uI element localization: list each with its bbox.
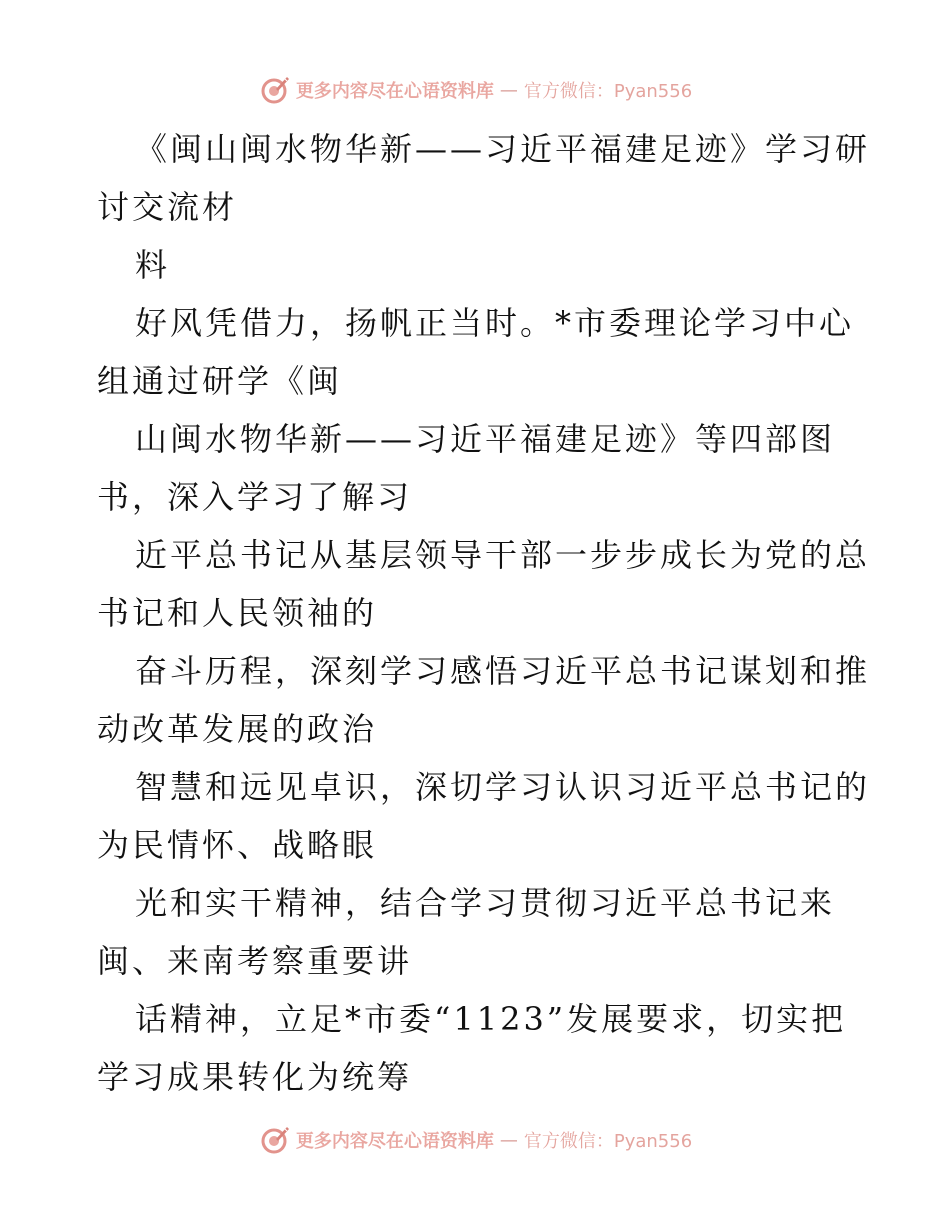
text-line: 料 [135,246,171,284]
text-line: 话精神，立足*市委“1123”发展要求，切实把 [135,1000,847,1038]
watermark-separator: — [499,1129,518,1151]
watermark-brand-text: 更多内容尽在心语资料库 [295,81,494,102]
watermark-contact-text: 官方微信：Pyan556 [523,1131,693,1152]
header-watermark [0,70,950,110]
text-line: 学习成果转化为统筹 [97,1058,413,1096]
text-line: 书，深入学习了解习 [97,478,413,516]
pen-logo-icon [258,1124,290,1156]
text-line: 《闽山闽水物华新——习近平福建足迹》学习研 [135,130,871,168]
text-line: 近平总书记从基层领导干部一步步成长为党的总 [135,536,871,574]
text-line: 闽、来南考察重要讲 [97,942,413,980]
text-line: 组通过研学《闽 [97,362,343,400]
text-line: 讨交流材 [97,188,238,226]
text-line: 奋斗历程，深刻学习感悟习近平总书记谋划和推 [135,652,871,690]
pen-logo-icon [258,74,290,106]
watermark-group [258,74,692,106]
watermark-group [258,1124,692,1156]
text-line: 好风凭借力，扬帆正当时。*市委理论学习中心 [135,304,855,342]
watermark-brand-text: 更多内容尽在心语资料库 [295,1131,494,1152]
text-line: 山闽水物华新——习近平福建足迹》等四部图 [135,420,836,458]
text-line: 光和实干精神，结合学习贯彻习近平总书记来 [135,884,836,922]
text-line: 为民情怀、战略眼 [97,826,378,864]
text-line: 书记和人民领袖的 [97,594,378,632]
footer-watermark [0,1120,950,1160]
watermark-separator: — [499,79,518,101]
watermark-contact-text: 官方微信：Pyan556 [523,81,693,102]
document-body [97,120,871,1106]
text-line: 动改革发展的政治 [97,710,378,748]
text-line: 智慧和远见卓识，深切学习认识习近平总书记的 [135,768,871,806]
